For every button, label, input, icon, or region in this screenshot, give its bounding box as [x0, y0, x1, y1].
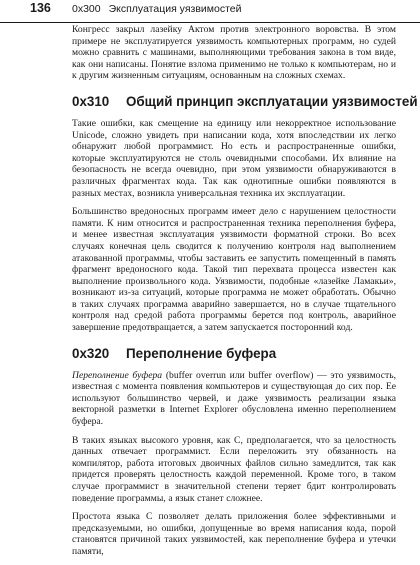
- definition-text: (buffer overrun или buffer overflow) — это уязвимость, известная с момента появления компьютеров и существующая до сих пор. Ее используют большинство червей, и даже уязвимость реализации языка векторной разметки в Internet Explorer обусловлена именно переполнением буфера.: [72, 369, 396, 428]
- definition-paragraph: [72, 370, 396, 428]
- section-code: 0x320: [72, 345, 110, 361]
- section-code: 0x310: [72, 93, 110, 109]
- page-body: [72, 24, 418, 565]
- running-header: [0, 0, 420, 23]
- section-heading-0x320: [72, 346, 396, 362]
- running-header-section: [72, 1, 241, 17]
- running-header-title: Эксплуатация уязвимостей: [108, 3, 242, 15]
- section-heading-0x310: [72, 93, 418, 110]
- body-paragraph: Простота языка C позволяет делать приложения более эффективными и предсказуемыми, но ошибки, допущенные во время написания кода, порой становятся причиной таких уязвимостей, как переполнение буфера и утечки памяти,: [72, 511, 396, 557]
- body-paragraph: Такие ошибки, как смещение на единицу или некорректное использование Unicode, сложно увидеть при написании кода, хотя впоследствии их легко обнаружит любой программист. Но есть и распространенные ошибки, которые эксплуатируются не столь очевидными способами. Их влияние на безопасность не всегда очевидно, при этом уязвимости обнаруживаются в различных фрагментах кода. Так как однотипные ошибки появляются в разных местах, возникла универсальная техника их эксплуатации.: [72, 117, 396, 199]
- defined-term: Переполнение буфера: [72, 369, 163, 381]
- page-number: 136: [30, 1, 51, 15]
- running-header-code: 0x300: [72, 3, 101, 15]
- section-title: Переполнение буфера: [126, 345, 277, 361]
- body-paragraph: В таких языках высокого уровня, как C, предполагается, что за целостность данных отвечает программист. Если переложить эту обязанность на компилятор, работа итоговых двоичных файлов сильно замедлится, так как придется проверять целостность каждой переменной. Кроме того, в таком случае программист в значительной степени теряет бдит контролировать поведение программы, а язык станет сложнее.: [72, 434, 396, 504]
- section-title: Общий принцип эксплуатации уязвимостей: [126, 93, 418, 109]
- body-paragraph: Большинство вредоносных программ имеет дело с нарушением целостности памяти. К ним относится и распространенная техника переполнения буфера, и менее известная эксплуатация уязвимости форматной строки. Во всех случаях конечная цель сводится к получению контроля над выполнением атакованной программы, чтобы заставить ее запустить помещенный в память фрагмент вредоносного кода. Такой тип перехвата процесса известен как выполнение произвольного кода. Уязвимости, подобные «лазейке Ламакьи», возникают из-за ситуаций, которые программа не может обработать. Обычно в таких случаях программа аварийно завершается, но в случае тщательного контроля над средой работа программы берется под контроль, аварийное завершение предотвращается, а затем запускается посторонний код.: [72, 206, 396, 334]
- intro-paragraph: Конгресс закрыл лазейку Актом против электронного воровства. В этом примере не эксплуатируется уязвимость компьютерных программ, но судей можно сравнить с машинами, выполняющими требования закона в том виде, как они написаны. Понятие взлома применимо не только к компьютерам, но и к другим жизненным ситуациям, основанным на сложных схемах.: [72, 24, 396, 82]
